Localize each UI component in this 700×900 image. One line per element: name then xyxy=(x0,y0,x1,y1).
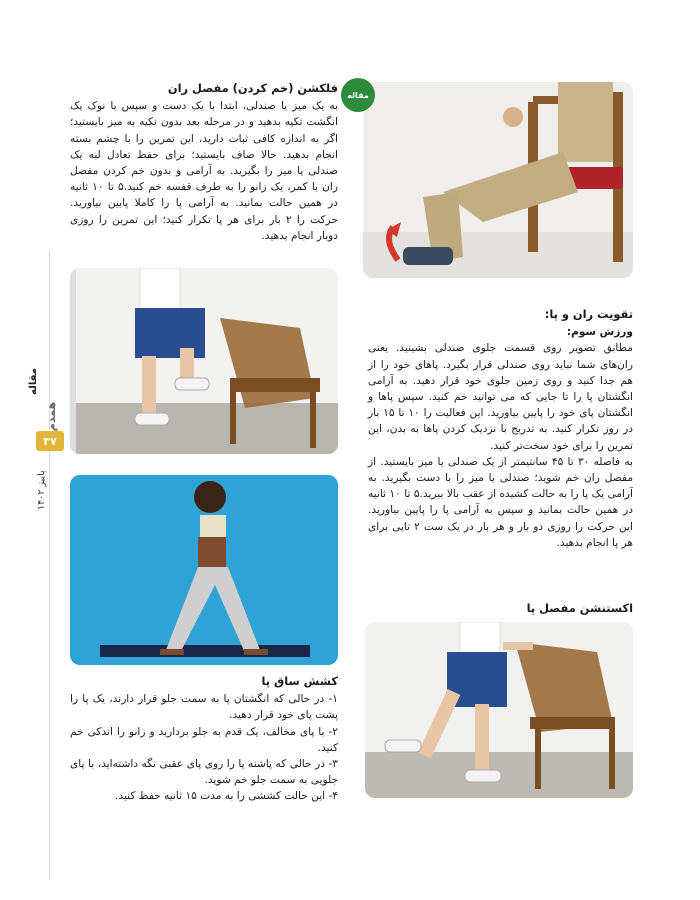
magazine-logo xyxy=(341,78,375,112)
issue-date: پاییز ۱۴۰۲ xyxy=(36,470,47,510)
list-item: ۳- در حالی که پاشنه پا را روی پای عقبی نگه داشته‌اید، با پای جلویی به سمت جلو خم شوید. xyxy=(70,758,338,787)
sidebar-divider xyxy=(49,250,50,880)
list-item: ۴- این حالت کششی را به مدت ۱۵ ثانیه حفظ کنید. xyxy=(115,790,338,803)
leg-extension-photo xyxy=(365,622,633,798)
section-calf-stretch xyxy=(70,673,338,805)
list-item: ۲- با پای مخالف، یک قدم به جلو بردارید و زانو را اندکی خم کنید. xyxy=(70,725,338,754)
sidebar-section-label: مقاله xyxy=(28,368,39,395)
list-item: ۱- در حالی که انگشتان پا به سمت جلو قرار دارند، یک پا را پشت پای خود قرار دهید. xyxy=(70,693,338,722)
calf-stretch-photo xyxy=(70,475,338,665)
page-number: ۳۷ xyxy=(36,431,64,451)
section-foot-extension xyxy=(368,600,633,618)
knee-raise-photo xyxy=(70,268,338,454)
section-heading: اکستنشن مفصل پا xyxy=(526,601,633,615)
section-heading: کشش ساق پا xyxy=(261,674,338,688)
sidebar-brand: همدم xyxy=(45,401,59,432)
section-thigh-strengthening xyxy=(368,306,633,551)
section-heading: فلکشن (خم کردن) مفصل ران xyxy=(167,81,338,95)
paragraph: مطابق تصویر روی قسمت جلوی صندلی بشینید. یعنی ران‌های شما نباید روی صندلی قرار بگیرد. پاهای خود را از هم جدا کنید و روی زمین جلوی خود قرار دهید. به آرامی انگشتان پا را تا جایی که می توانید خم کنید. سپس پاها و انگشتان پای خود را پایین بیاورید. این فعالیت را ۱۰ تا ۱۵ بار در روز تکرار کنید. به تدریج با نزدیک کردن پاها به بدن، این تمرین را برای خود سخت‌تر کنید. xyxy=(368,342,633,452)
paragraph: به فاصله ۳۰ تا ۴۵ سانتیمتر از یک صندلی یا میز بایستید. از مفصل ران خم شوید؛ صندلی یا میز را با دست بگیرید. به آرامی یک پا را به حالت کشیده از عقب بالا ببرید.۵ تا ۱۰ ثانیه در همین حالت بمانید و سپس به آرامی پا را پایین بیاورید. این حرکت را روزی دو بار و هر بار در یک ست ۲ تایی برای هر پا انجام بدهید. xyxy=(368,455,633,549)
logo-text: مقاله xyxy=(347,90,369,100)
subheading: ورزش سوم: xyxy=(566,326,633,339)
section-hip-flexion xyxy=(70,80,338,244)
section-heading: تقویت ران و پا: xyxy=(544,307,633,321)
seated-exercise-photo xyxy=(363,82,633,278)
paragraph: به یک میز یا صندلی، ابتدا با یک دست و سپس با نوک یک انگشت تکیه بدهید و در مرحله بعد بدون تکیه به میز بایستید؛ اگر به اندازه کافی ثبات دارید، این تمرین را با چشم بسته انجام بدهید. حالا صاف بایستید؛ برای حفظ تعادل لبه یک صندلی یا میز را بگیرید. به آرامی و بدون خم کردن مفصل ران یا کمر، یک زانو را به طرف قفسه خم کنید.۵ تا ۱۰ ثانیه در همین حالت بمانید. به آرامی پا را کاملا پایین بیاورید. حرکت را ۲ بار برای هر پا تکرار کنید؛ این تمرین را روزی دوبار انجام بدهید. xyxy=(70,100,338,242)
